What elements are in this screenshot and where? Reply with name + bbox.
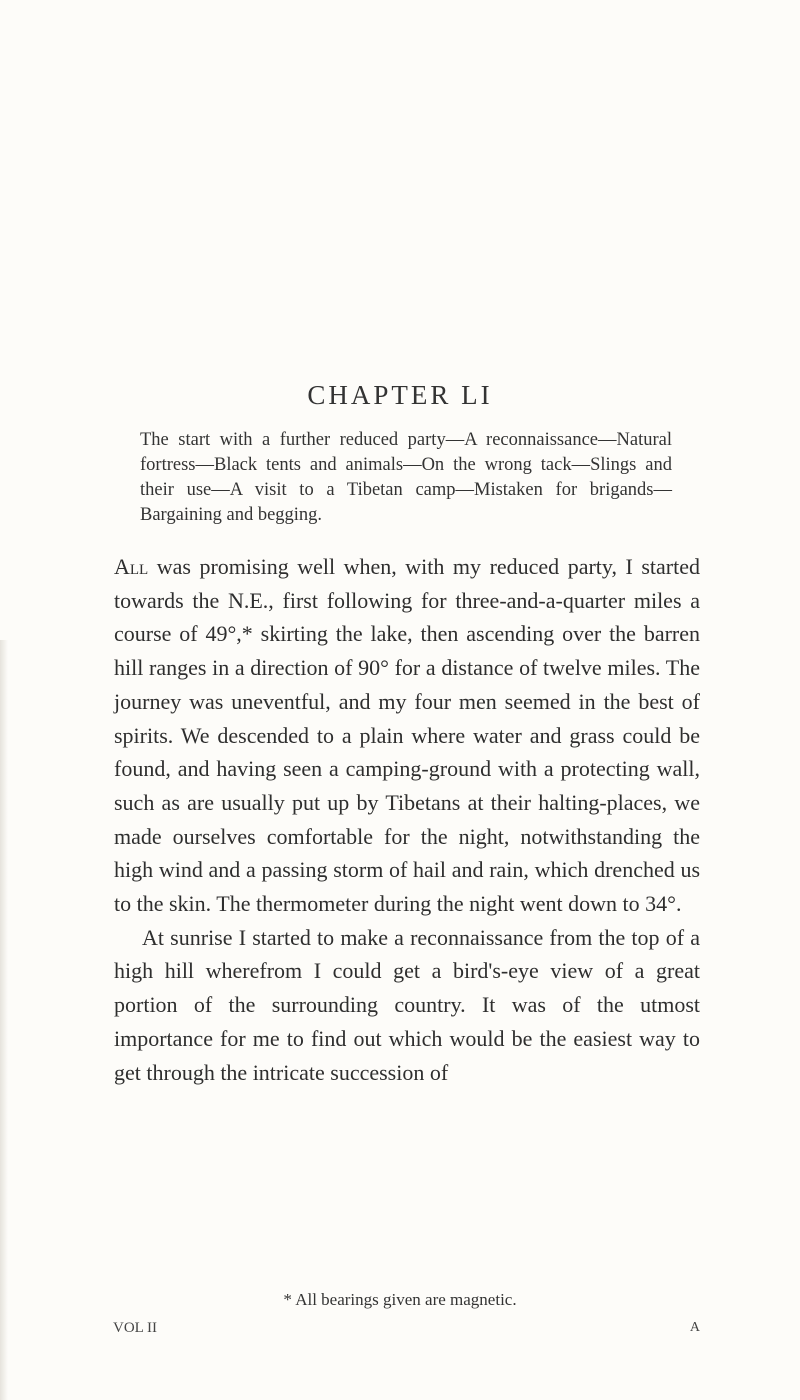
paragraph-2: At sunrise I started to make a reconnaissance from the top of a high hill wherefrom I could get a bird's-eye view of a great portion of the surrounding country. It was of the utmost importance for me to find out which would be the easiest way to get through the intricate succession of — [114, 924, 700, 1085]
paragraph-1 — [114, 550, 700, 921]
paragraph-1-lead: All — [114, 554, 149, 579]
chapter-synopsis — [140, 428, 672, 528]
footnote: * All bearings given are magnetic. — [283, 1290, 517, 1309]
paragraph-1-text: was promising well when, with my reduced party, I started towards the N.E., first following for three-and-a-quarter miles a course of 49°,* skirting the lake, then ascending over the barren hill ranges in a direction of 90° for a distance of twelve miles. The journey was uneventful, and my four men seemed in the best of spirits. We descended to a plain where water and grass could be found, and having seen a camping-ground with a protecting wall, such as are usually put up by Tibetans at their halting-places, we made ourselves comfortable for the night, notwithstanding the high wind and a passing storm of hail and rain, which drenched us to the skin. The thermometer during the night went down to 34°. — [114, 554, 700, 917]
running-footer — [113, 1320, 700, 1337]
body-text — [114, 550, 700, 1089]
volume-label: VOL II — [113, 1320, 158, 1336]
signature-mark: A — [689, 1320, 700, 1335]
synopsis-text: The start with a further reduced party—A reconnaissance—Natural fortress—Black tents and animals—On the wrong tack—Slings and their use—A visit to a Tibetan camp—Mistaken for brigands—Bargaining and begging. — [140, 430, 672, 525]
chapter-title: CHAPTER LI — [307, 380, 493, 410]
